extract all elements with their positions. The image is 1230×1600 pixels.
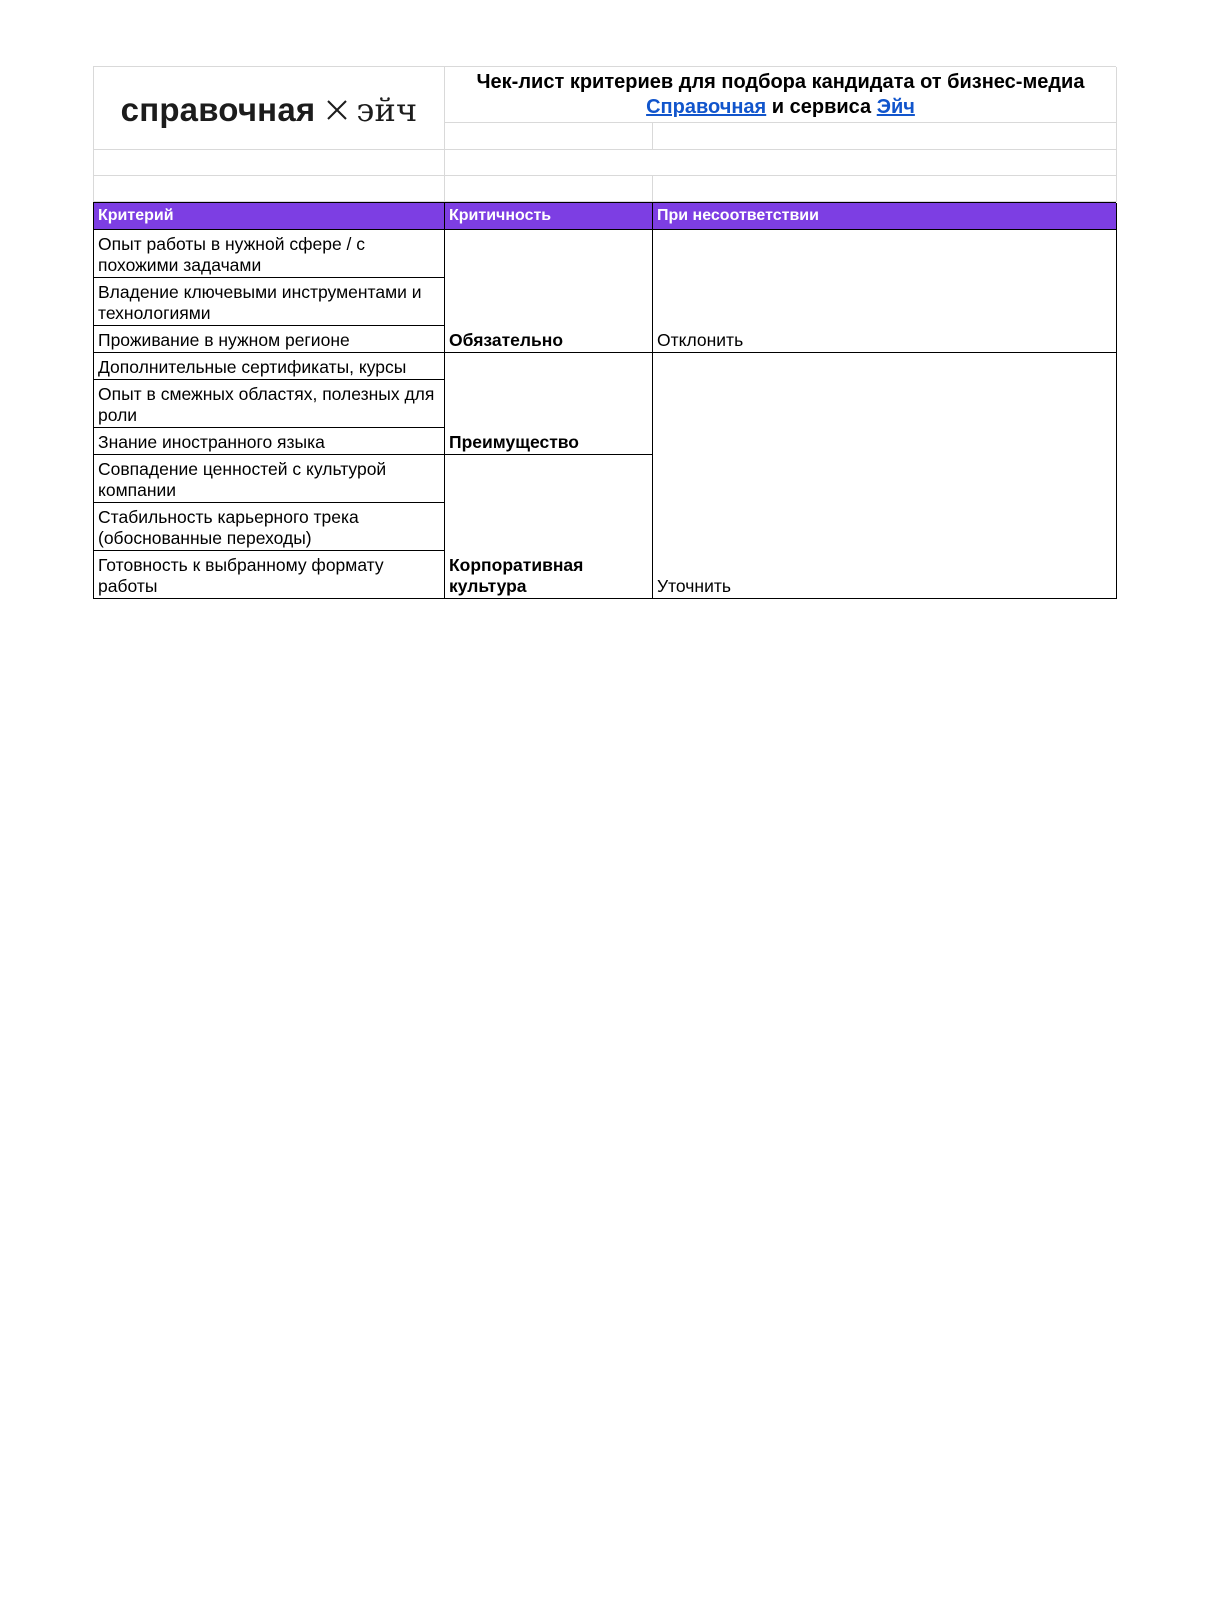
empty-cell[interactable] <box>445 176 653 202</box>
title-line1: Чек-лист критериев для подбора кандидата от бизнес-медиа <box>476 71 1085 93</box>
link-spravochnaya[interactable]: Справочная <box>646 96 767 118</box>
empty-cell[interactable] <box>94 176 445 202</box>
logo-cell <box>94 67 445 150</box>
empty-cell[interactable] <box>653 176 1117 202</box>
criticality-cell-mandatory[interactable]: Обязательно <box>445 230 653 353</box>
title-line2 <box>445 95 1116 120</box>
column-header-criterion[interactable]: Критерий <box>94 203 445 230</box>
action-cell-clarify[interactable]: Уточнить <box>653 353 1117 599</box>
criterion-cell[interactable]: Совпадение ценностей с культурой компании <box>94 455 445 503</box>
title-middle: и сервиса <box>766 96 877 118</box>
empty-cell[interactable] <box>445 150 1117 176</box>
criterion-cell[interactable]: Опыт работы в нужной сфере / с похожими задачами <box>94 230 445 278</box>
logo-brand-eich: эйч <box>356 90 418 129</box>
criterion-cell[interactable]: Стабильность карьерного трека (обоснованные переходы) <box>94 503 445 551</box>
criterion-cell[interactable]: Дополнительные сертификаты, курсы <box>94 353 445 380</box>
page-title <box>445 67 1117 123</box>
cross-icon <box>326 99 348 121</box>
spreadsheet <box>93 66 1116 599</box>
criterion-cell[interactable]: Знание иностранного языка <box>94 428 445 455</box>
link-eich[interactable]: Эйч <box>876 96 915 118</box>
action-cell-reject[interactable]: Отклонить <box>653 230 1117 353</box>
empty-cell[interactable] <box>653 123 1117 150</box>
criticality-cell-advantage[interactable]: Преимущество <box>445 353 653 455</box>
criterion-cell[interactable]: Готовность к выбранному формату работы <box>94 551 445 599</box>
empty-cell[interactable] <box>94 150 445 176</box>
column-header-criticality[interactable]: Критичность <box>445 203 653 230</box>
criteria-table <box>93 202 1116 599</box>
criticality-cell-culture[interactable]: Корпоративная культура <box>445 455 653 599</box>
logo-brand-spravochnaya: справочная <box>120 90 316 128</box>
sheet-header <box>93 66 1116 202</box>
criterion-cell[interactable]: Владение ключевыми инструментами и технологиями <box>94 278 445 326</box>
empty-cell[interactable] <box>445 123 653 150</box>
column-header-on-mismatch[interactable]: При несоответствии <box>653 203 1117 230</box>
criterion-cell[interactable]: Проживание в нужном регионе <box>94 326 445 353</box>
criterion-cell[interactable]: Опыт в смежных областях, полезных для роли <box>94 380 445 428</box>
logo <box>121 91 418 129</box>
